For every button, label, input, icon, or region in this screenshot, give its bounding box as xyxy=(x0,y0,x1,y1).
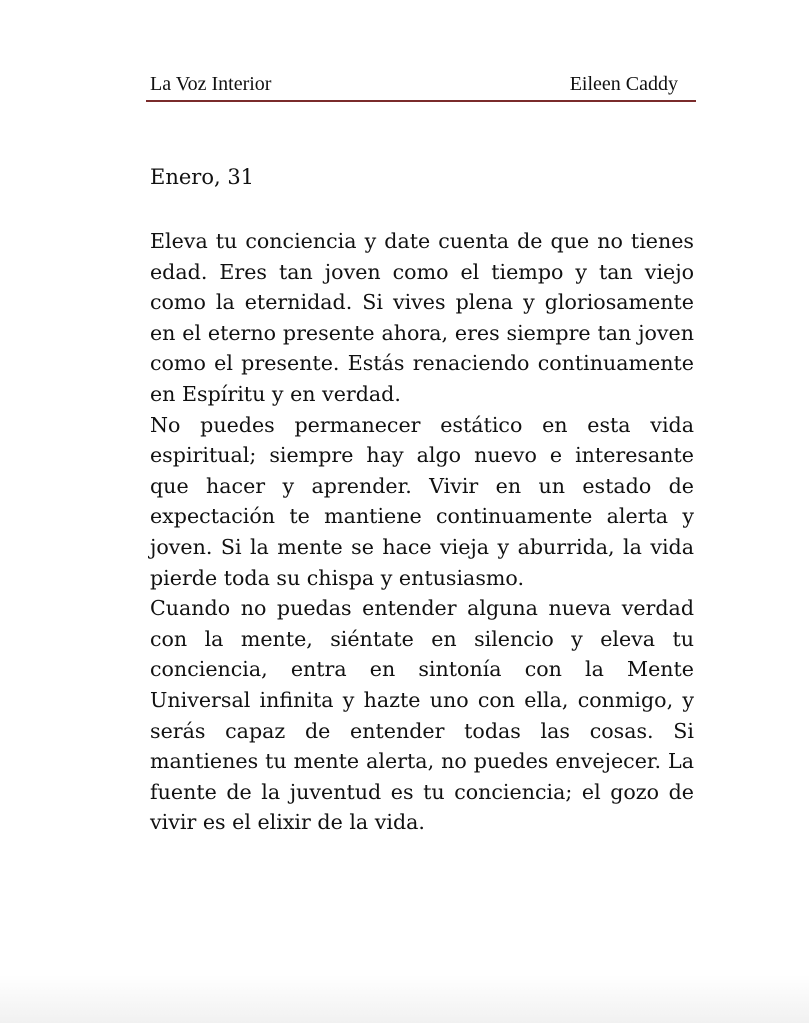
paragraph-3: Cuando no puedas entender alguna nueva verdad con la mente, siéntate en silencio y eleva tu conciencia, entra en sintonía con la Mente Universal infinita y hazte uno con ella, conmigo, y serás capaz de entender todas las cosas. Si mantienes tu mente alerta, no puedes envejecer. La fuente de la juventud es tu conciencia; el gozo de vivir es el elixir de la vida. xyxy=(150,596,694,835)
paragraph-2: No puedes permanecer estático en esta vida espiritual; siempre hay algo nuevo e interesante que hacer y aprender. Vivir en un estado de expectación te mantiene continuamente alerta y joven. Si la mente se hace vieja y aburrida, la vida pierde toda su chispa y entusiasmo. xyxy=(150,412,694,590)
author-name: Eileen Caddy xyxy=(569,73,678,95)
running-header xyxy=(150,73,694,97)
paragraph-1: Eleva tu conciencia y date cuenta de que no tienes edad. Eres tan joven como el tiempo y tan viejo como la eternidad. Si vives plena y gloriosamente en el eterno presente ahora, eres siempre tan joven como el presente. Estás renaciendo continuamente en Espíritu y en verdad. xyxy=(150,229,694,406)
book-title: La Voz Interior xyxy=(150,73,272,95)
entry-body xyxy=(150,226,694,838)
entry-date: Enero, 31 xyxy=(150,165,255,189)
header-divider xyxy=(146,100,696,102)
